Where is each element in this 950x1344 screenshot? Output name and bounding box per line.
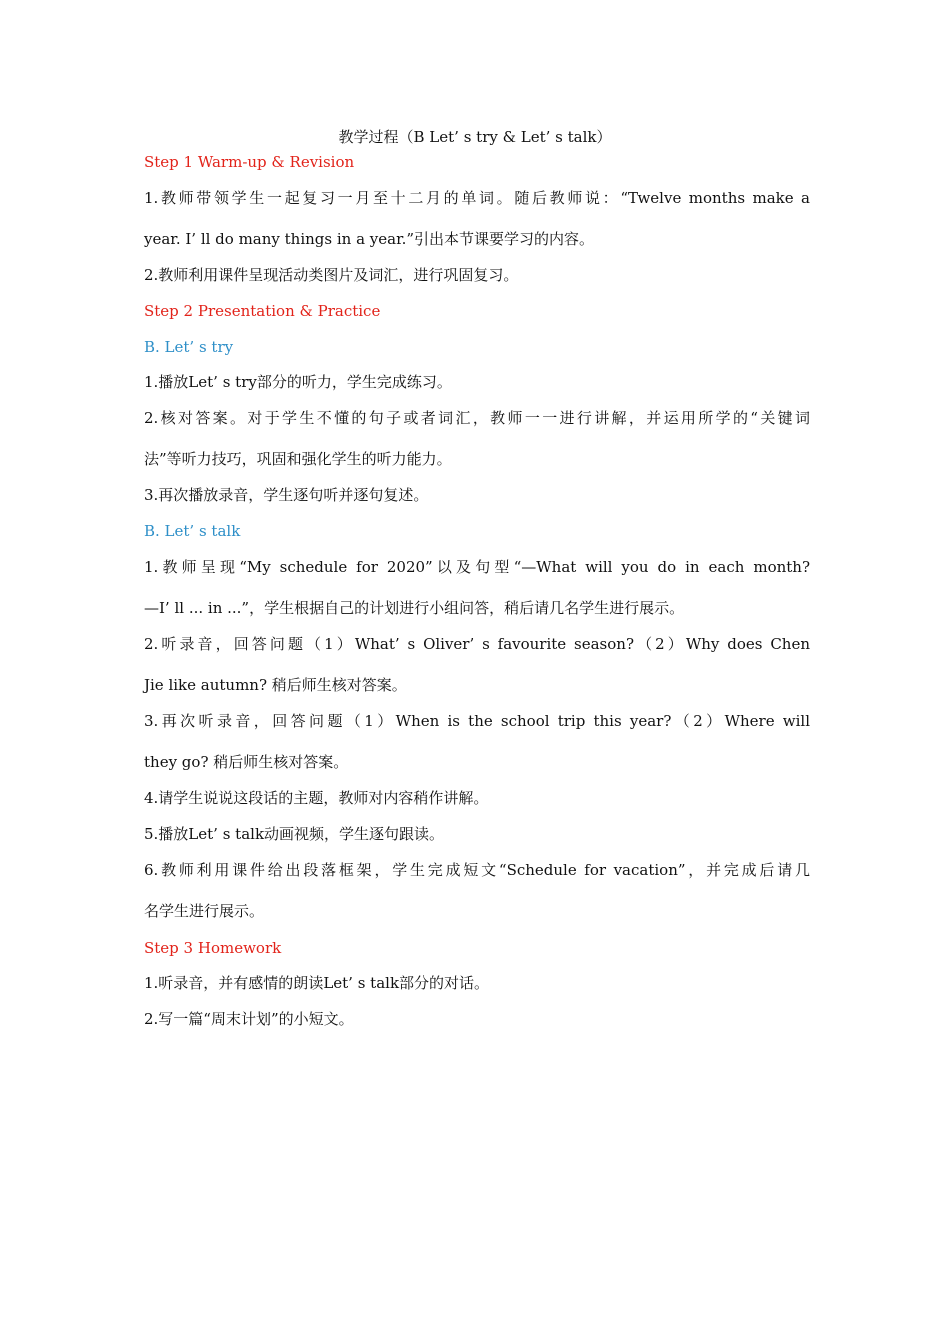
lets-talk-paragraph-6-line-2: 名学生进行展示。: [144, 902, 265, 920]
lets-talk-paragraph-2-line-2: Jie like autumn? 稍后师生核对答案。: [144, 676, 407, 694]
document-title: 教学过程（B Let’ s try & Let’ s talk）: [338, 128, 612, 146]
lets-try-paragraph-2-line-2: 法”等听力技巧，巩固和强化学生的听力能力。: [144, 450, 452, 468]
lets-talk-paragraph-3-line-2: they go? 稍后师生核对答案。: [144, 753, 349, 771]
step1-paragraph-1-line-2: year. I’ ll do many things in a year.”引出本节课要学习的内容。: [144, 230, 595, 248]
step2-heading: Step 2 Presentation & Practice: [144, 302, 381, 320]
step1-paragraph-1-line-1: 1.教师带领学生一起复习一月至十二月的单词。随后教师说：“Twelve months make a: [144, 189, 810, 207]
lets-talk-paragraph-1-line-2: —I’ ll ... in ...”，学生根据自己的计划进行小组问答，稍后请几名学生进行展示。: [144, 599, 685, 617]
lets-talk-paragraph-6-line-1: 6.教师利用课件给出段落框架，学生完成短文“Schedule for vacation”，并完成后请几: [144, 861, 810, 879]
step1-heading: Step 1 Warm-up & Revision: [144, 153, 355, 171]
step3-heading: Step 3 Homework: [144, 939, 282, 957]
lets-talk-paragraph-5: 5.播放Let’ s talk动画视频，学生逐句跟读。: [144, 825, 445, 843]
step3-paragraph-2: 2.写一篇“周末计划”的小短文。: [144, 1010, 354, 1028]
lets-try-paragraph-1: 1.播放Let’ s try部分的听力，学生完成练习。: [144, 373, 452, 391]
lets-talk-paragraph-2-line-1: 2.听录音，回答问题（1）What’ s Oliver’ s favourite season?（2）Why does Chen: [144, 635, 810, 653]
lets-talk-paragraph-4: 4.请学生说说这段话的主题，教师对内容稍作讲解。: [144, 789, 489, 807]
lets-try-paragraph-3: 3.再次播放录音，学生逐句听并逐句复述。: [144, 486, 429, 504]
lets-talk-paragraph-3-line-1: 3.再次听录音，回答问题（1）When is the school trip this year?（2）Where will: [144, 712, 810, 730]
lets-talk-paragraph-1-line-1: 1.教师呈现“My schedule for 2020”以及句型“—What will you do in each month?: [144, 558, 810, 576]
lets-try-heading: B. Let’ s try: [144, 338, 234, 356]
lets-try-paragraph-2-line-1: 2.核对答案。对于学生不懂的句子或者词汇，教师一一进行讲解，并运用所学的“关键词: [144, 409, 810, 427]
lets-talk-heading: B. Let’ s talk: [144, 522, 241, 540]
step3-paragraph-1: 1.听录音，并有感情的朗读Let’ s talk部分的对话。: [144, 974, 490, 992]
step1-paragraph-2: 2.教师利用课件呈现活动类图片及词汇，进行巩固复习。: [144, 266, 519, 284]
